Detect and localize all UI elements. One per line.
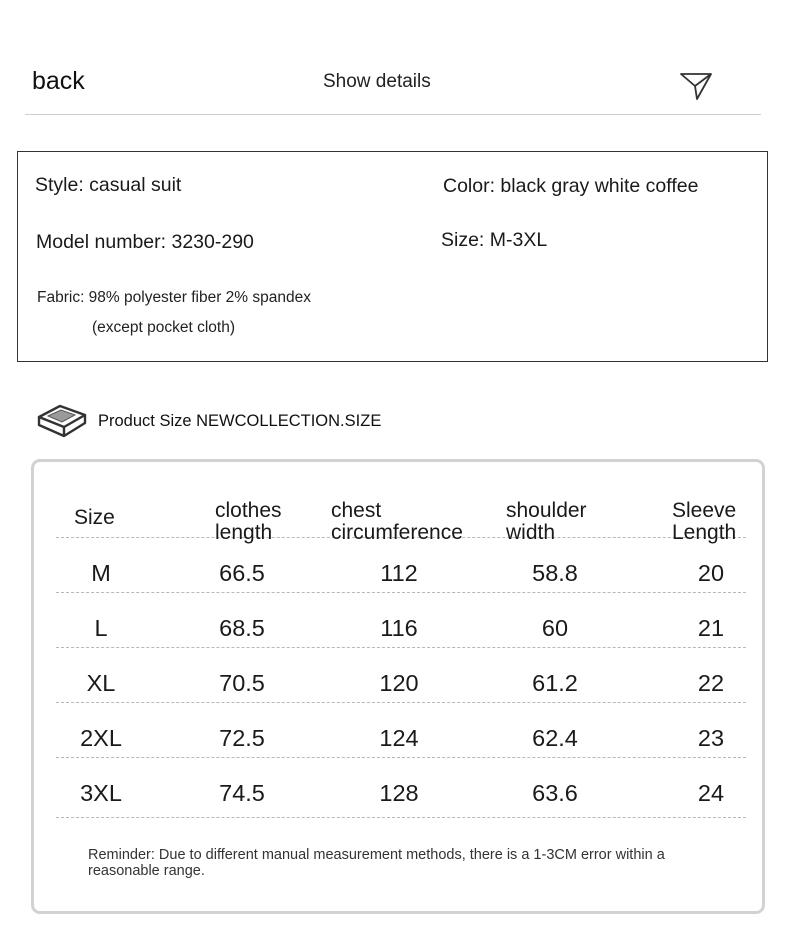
column-header-clothes-length: clothes length xyxy=(215,499,282,544)
top-bar xyxy=(25,60,761,115)
section-title: Product Size NEWCOLLECTION.SIZE xyxy=(98,412,382,430)
send-icon[interactable] xyxy=(679,70,713,102)
row-divider xyxy=(56,647,746,648)
spec-model-number: Model number: 3230-290 xyxy=(36,231,254,253)
spec-color: Color: black gray white coffee xyxy=(443,175,699,197)
cell-clothes-length: 66.5 xyxy=(219,560,265,586)
cell-size: 3XL xyxy=(80,780,122,806)
column-header-size: Size xyxy=(74,506,115,529)
row-divider xyxy=(56,817,746,818)
column-header-sleeve-length: Sleeve Length xyxy=(672,499,737,544)
spec-size: Size: M-3XL xyxy=(441,229,548,251)
spec-fabric: Fabric: 98% polyester fiber 2% spandex xyxy=(37,289,311,306)
cell-shoulder: 63.6 xyxy=(532,780,578,806)
cell-sleeve: 22 xyxy=(697,670,725,696)
cell-clothes-length: 72.5 xyxy=(219,725,265,751)
cell-clothes-length: 74.5 xyxy=(219,780,265,806)
row-divider xyxy=(56,592,746,593)
cell-chest: 128 xyxy=(379,780,419,806)
cell-sleeve: 21 xyxy=(697,615,725,641)
cell-size: 2XL xyxy=(80,725,122,751)
cell-size: L xyxy=(94,615,108,641)
cell-size: M xyxy=(91,560,111,586)
cell-shoulder: 61.2 xyxy=(532,670,578,696)
measurement-reminder: Reminder: Due to different manual measurement methods, there is a 1-3CM error within a reasonable range. xyxy=(88,847,665,879)
cell-shoulder: 60 xyxy=(541,615,569,641)
column-header-shoulder-width: shoulder width xyxy=(506,499,587,544)
cell-sleeve: 20 xyxy=(697,560,725,586)
row-divider xyxy=(56,702,746,703)
cell-shoulder: 58.8 xyxy=(532,560,578,586)
cell-shoulder: 62.4 xyxy=(532,725,578,751)
column-header-chest-circumference: chest circumference xyxy=(331,499,463,544)
cell-clothes-length: 70.5 xyxy=(219,670,265,696)
back-button[interactable]: back xyxy=(32,67,85,95)
cell-clothes-length: 68.5 xyxy=(219,615,265,641)
cell-chest: 120 xyxy=(379,670,419,696)
cell-chest: 116 xyxy=(380,615,418,641)
cell-sleeve: 24 xyxy=(697,780,725,806)
cell-chest: 124 xyxy=(379,725,419,751)
spec-fabric-note: (except pocket cloth) xyxy=(92,319,236,336)
spec-box xyxy=(17,151,768,362)
cell-sleeve: 23 xyxy=(697,725,725,751)
row-divider xyxy=(56,757,746,758)
spec-style: Style: casual suit xyxy=(35,174,182,196)
box-icon xyxy=(36,400,88,440)
cell-size: XL xyxy=(86,670,116,696)
cell-chest: 112 xyxy=(380,560,418,586)
size-chart xyxy=(31,459,765,914)
page-title: Show details xyxy=(323,71,431,92)
